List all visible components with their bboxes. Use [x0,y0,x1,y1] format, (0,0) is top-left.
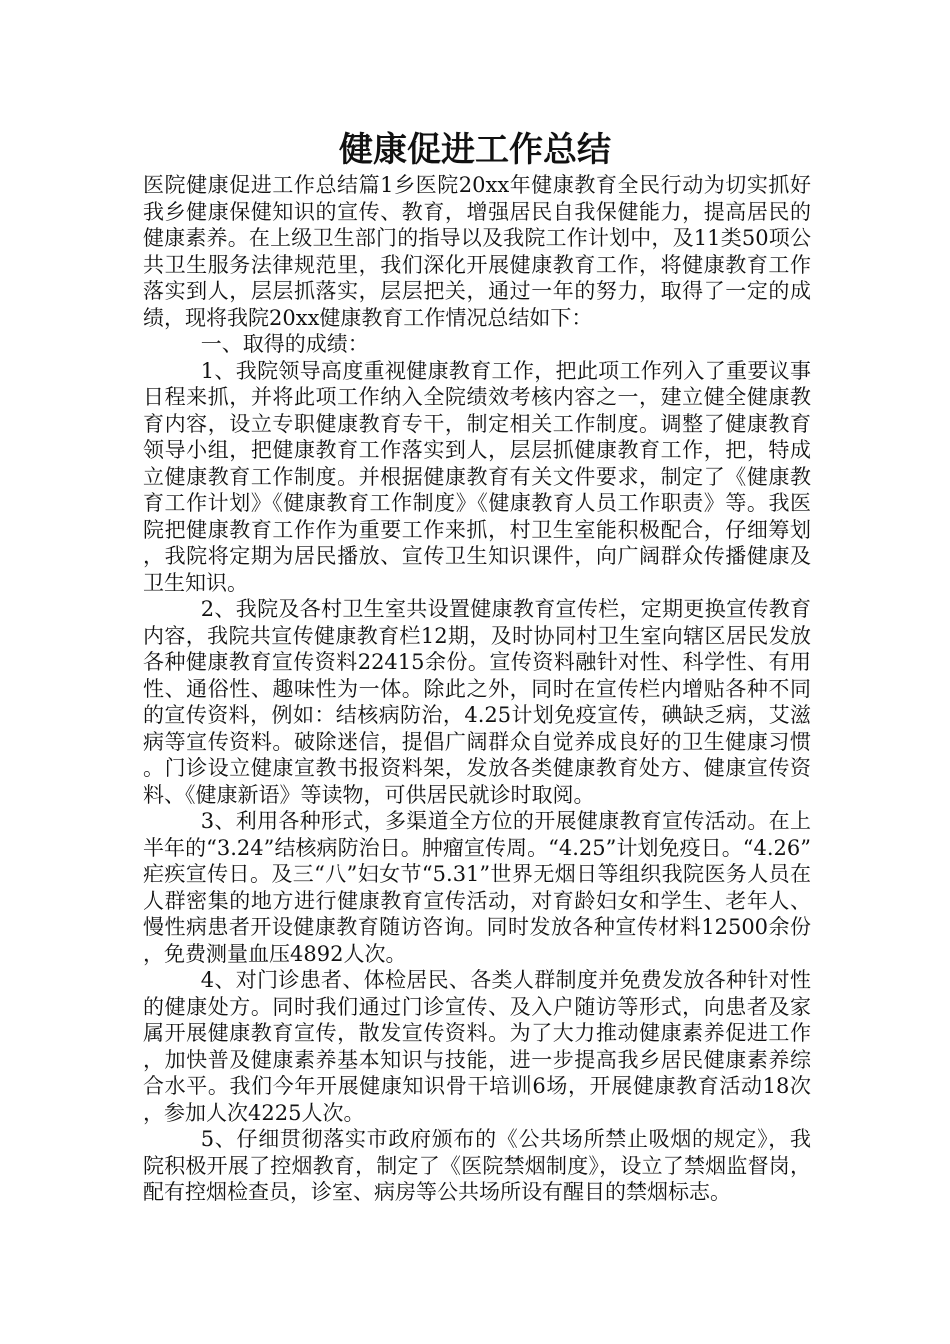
paragraph-2: 2、我院及各村卫生室共设置健康教育宣传栏，定期更换宣传教育内容，我院共宣传健康教育栏12期，及时协同村卫生室向辖区居民发放各种健康教育宣传资料22415余份。宣传资料融针对性、科学性、有用性、通俗性、趣味性为一体。除此之外，同时在宣传栏内增贴各种不同的宣传资料，例如：结核病防治，4.25计划免疫宣传，碘缺乏病，艾滋病等宣传资料。破除迷信，提倡广阔群众自觉养成良好的卫生健康习惯。门诊设立健康宣教书报资料架，发放各类健康教育处方、健康宣传资料、《健康新语》等读物，可供居民就诊时取阅。 [143,597,811,807]
paragraph-5: 5、仔细贯彻落实市政府颁布的《公共场所禁止吸烟的规定》，我院积极开展了控烟教育，制定了《医院禁烟制度》，设立了禁烟监督岗，配有控烟检查员，诊室、病房等公共场所设有醒目的禁烟标志。 [143,1127,811,1204]
paragraph-3: 3、利用各种形式，多渠道全方位的开展健康教育宣传活动。在上半年的“3.24”结核病防治日。肿瘤宣传周。“4.25”计划免疫日。“4.26”疟疾宣传日。及三“八”妇女节“5.31”世界无烟日等组织我院医务人员在人群密集的地方进行健康教育宣传活动，对育龄妇女和学生、老年人、慢性病患者开设健康教育随访咨询。同时发放各种宣传材料12500余份，免费测量血压4892人次。 [143,809,811,966]
paragraph-1: 1、我院领导高度重视健康教育工作，把此项工作列入了重要议事日程来抓，并将此项工作纳入全院绩效考核内容之一，建立健全健康教育内容，设立专职健康教育专干，制定相关工作制度。调整了健康教育领导小组，把健康教育工作落实到人，层层抓健康教育工作，把，特成立健康教育工作制度。并根据健康教育有关文件要求，制定了《健康教育工作计划》《健康教育工作制度》《健康教育人员工作职责》等。我医院把健康教育工作作为重要工作来抓，村卫生室能积极配合，仔细筹划，我院将定期为居民播放、宣传卫生知识课件，向广阔群众传播健康及卫生知识。 [143,358,811,595]
paragraph-4: 4、对门诊患者、体检居民、各类人群制度并免费发放各种针对性的健康处方。同时我们通过门诊宣传、及入户随访等形式，向患者及家属开展健康教育宣传，散发宣传资料。为了大力推动健康素养促进工作，加快普及健康素养基本知识与技能，进一步提高我乡居民健康素养综合水平。我们今年开展健康知识骨干培训6场，开展健康教育活动18次，参加人次4225人次。 [143,968,811,1125]
document-body [143,172,811,1206]
intro-paragraph: 医院健康促进工作总结篇1乡医院20xx年健康教育全民行动为切实抓好我乡健康保健知识的宣传、教育，增强居民自我保健能力，提高居民的健康素养。在上级卫生部门的指导以及我院工作计划中，及11类50项公共卫生服务法律规范里，我们深化开展健康教育工作，将健康教育工作落实到人，层层抓落实，层层把关，通过一年的努力，取得了一定的成绩，现将我院20xx健康教育工作情况总结如下： [143,173,811,330]
document-title: 健康促进工作总结 [339,130,611,170]
section-heading: 一、取得的成绩： [200,332,369,356]
